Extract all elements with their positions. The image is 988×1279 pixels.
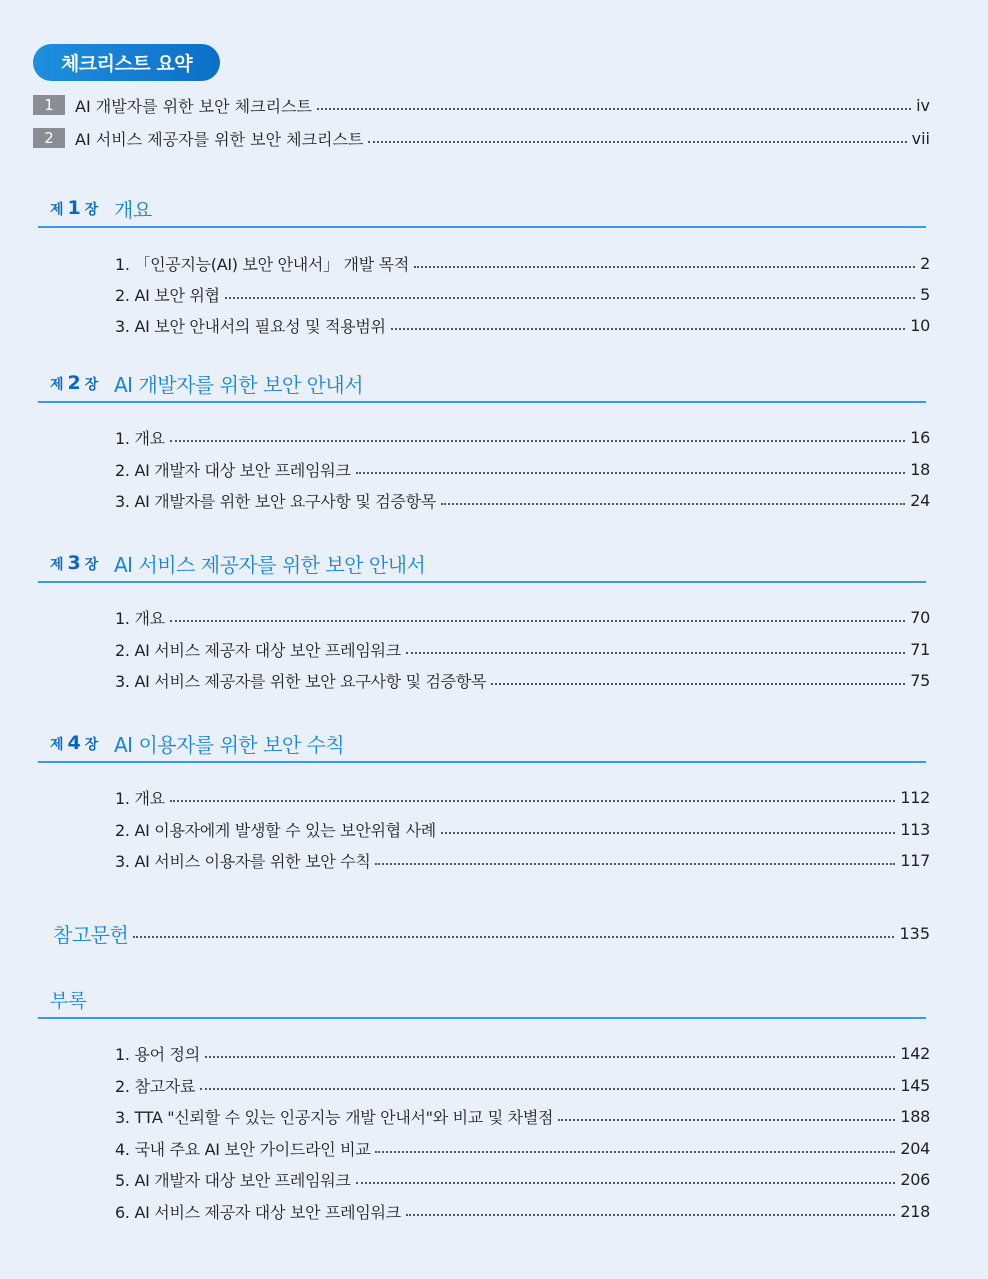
dot-leader xyxy=(441,503,905,505)
toc-item-page: 16 xyxy=(910,427,930,447)
chapter-3-heading[interactable] xyxy=(38,545,926,583)
dot-leader xyxy=(200,1088,895,1090)
checklist-summary-badge: 체크리스트 요약 xyxy=(33,44,220,81)
dot-leader xyxy=(558,1119,895,1121)
summary-label: AI 개발자를 위한 보안 체크리스트 xyxy=(75,96,312,116)
toc-item-page: 10 xyxy=(910,315,930,335)
toc-item[interactable] xyxy=(115,283,930,305)
toc-item-page: 2 xyxy=(920,253,930,273)
toc-item-page: 142 xyxy=(900,1043,930,1063)
toc-item[interactable] xyxy=(115,786,930,808)
toc-item[interactable] xyxy=(115,426,930,448)
toc-item-label: 1. 「인공지능(AI) 보안 안내서」 개발 목적 xyxy=(115,254,409,274)
toc-item-label: 3. TTA "신뢰할 수 있는 인공지능 개발 안내서"와 비교 및 차별점 xyxy=(115,1107,554,1127)
dot-leader xyxy=(375,863,895,865)
dot-leader xyxy=(356,472,906,474)
toc-item-label: 3. AI 보안 안내서의 필요성 및 적용범위 xyxy=(115,316,386,336)
toc-item[interactable] xyxy=(115,818,930,840)
chapter-1-heading[interactable] xyxy=(38,190,926,228)
toc-item-page: 145 xyxy=(900,1075,930,1095)
chapter-4-heading[interactable] xyxy=(38,725,926,763)
chapter-number: 제 3 장 xyxy=(50,552,99,574)
toc-item[interactable] xyxy=(115,1200,930,1222)
toc-item-page: 113 xyxy=(900,819,930,839)
dot-leader xyxy=(170,620,905,622)
toc-item-page: 117 xyxy=(900,850,930,870)
chapter-title: AI 개발자를 위한 보안 안내서 xyxy=(114,372,364,397)
toc-item-page: 70 xyxy=(910,607,930,627)
toc-item-label: 2. 참고자료 xyxy=(115,1076,196,1096)
dot-leader xyxy=(170,440,905,442)
toc-item-label: 1. 개요 xyxy=(115,608,165,628)
toc-item[interactable] xyxy=(115,314,930,336)
toc-item-label: 2. AI 이용자에게 발생할 수 있는 보안위협 사례 xyxy=(115,820,436,840)
toc-item-label: 3. AI 서비스 이용자를 위한 보안 수칙 xyxy=(115,851,371,871)
toc-item-page: 18 xyxy=(910,459,930,479)
references-entry[interactable] xyxy=(53,920,930,946)
toc-item-label: 5. AI 개발자 대상 보안 프레임워크 xyxy=(115,1170,351,1190)
summary-page: vii xyxy=(911,128,930,148)
toc-item[interactable] xyxy=(115,1074,930,1096)
toc-item-label: 2. AI 서비스 제공자 대상 보안 프레임워크 xyxy=(115,640,401,660)
toc-item-page: 112 xyxy=(900,787,930,807)
dot-leader xyxy=(225,297,915,299)
toc-item-label: 6. AI 서비스 제공자 대상 보안 프레임워크 xyxy=(115,1202,401,1222)
toc-item-page: 206 xyxy=(900,1169,930,1189)
toc-item[interactable] xyxy=(115,1137,930,1159)
toc-item-page: 75 xyxy=(910,670,930,690)
toc-item-page: 218 xyxy=(900,1201,930,1221)
appendix-title: 부록 xyxy=(50,989,87,1012)
summary-number: 2 xyxy=(33,128,65,148)
toc-item[interactable] xyxy=(115,458,930,480)
chapter-number: 제 4 장 xyxy=(50,732,99,754)
toc-item-page: 188 xyxy=(900,1106,930,1126)
toc-item-page: 204 xyxy=(900,1138,930,1158)
appendix-heading[interactable] xyxy=(38,981,926,1019)
dot-leader xyxy=(441,832,895,834)
summary-row-1[interactable] xyxy=(33,94,930,116)
chapter-number: 제 1 장 xyxy=(50,197,99,219)
toc-item-label: 1. 개요 xyxy=(115,788,165,808)
toc-item-label: 1. 용어 정의 xyxy=(115,1044,200,1064)
dot-leader xyxy=(170,800,896,802)
references-title: 참고문헌 xyxy=(53,922,129,947)
summary-row-2[interactable] xyxy=(33,127,930,149)
toc-item[interactable] xyxy=(115,1042,930,1064)
chapter-2-heading[interactable] xyxy=(38,365,926,403)
dot-leader xyxy=(406,1214,896,1216)
toc-item[interactable] xyxy=(115,638,930,660)
chapter-title: AI 서비스 제공자를 위한 보안 안내서 xyxy=(114,552,426,577)
toc-item-label: 1. 개요 xyxy=(115,428,165,448)
dot-leader xyxy=(406,652,905,654)
toc-item-label: 2. AI 개발자 대상 보안 프레임워크 xyxy=(115,460,351,480)
toc-item[interactable] xyxy=(115,849,930,871)
toc-item-page: 5 xyxy=(920,284,930,304)
dot-leader xyxy=(375,1151,895,1153)
toc-item[interactable] xyxy=(115,669,930,691)
toc-item[interactable] xyxy=(115,606,930,628)
chapter-title: AI 이용자를 위한 보안 수칙 xyxy=(114,732,345,757)
toc-item[interactable] xyxy=(115,489,930,511)
dot-leader xyxy=(391,328,906,330)
summary-page: iv xyxy=(916,95,930,115)
toc-item-page: 71 xyxy=(910,639,930,659)
dot-leader xyxy=(317,108,911,110)
toc-item-label: 3. AI 개발자를 위한 보안 요구사항 및 검증항목 xyxy=(115,491,436,511)
toc-item[interactable] xyxy=(115,1105,930,1127)
dot-leader xyxy=(491,683,905,685)
chapter-number: 제 2 장 xyxy=(50,372,99,394)
dot-leader xyxy=(205,1056,895,1058)
summary-label: AI 서비스 제공자를 위한 보안 체크리스트 xyxy=(75,129,364,149)
toc-item[interactable] xyxy=(115,252,930,274)
toc-item-label: 4. 국내 주요 AI 보안 가이드라인 비교 xyxy=(115,1139,371,1159)
references-page: 135 xyxy=(899,923,930,943)
dot-leader xyxy=(368,141,906,143)
chapter-title: 개요 xyxy=(114,197,152,222)
toc-item-page: 24 xyxy=(910,490,930,510)
toc-item-label: 3. AI 서비스 제공자를 위한 보안 요구사항 및 검증항목 xyxy=(115,671,487,691)
toc-item[interactable] xyxy=(115,1168,930,1190)
dot-leader xyxy=(414,266,915,268)
dot-leader xyxy=(356,1182,896,1184)
summary-number: 1 xyxy=(33,95,65,115)
toc-item-label: 2. AI 보안 위협 xyxy=(115,285,220,305)
dot-leader xyxy=(133,936,894,938)
